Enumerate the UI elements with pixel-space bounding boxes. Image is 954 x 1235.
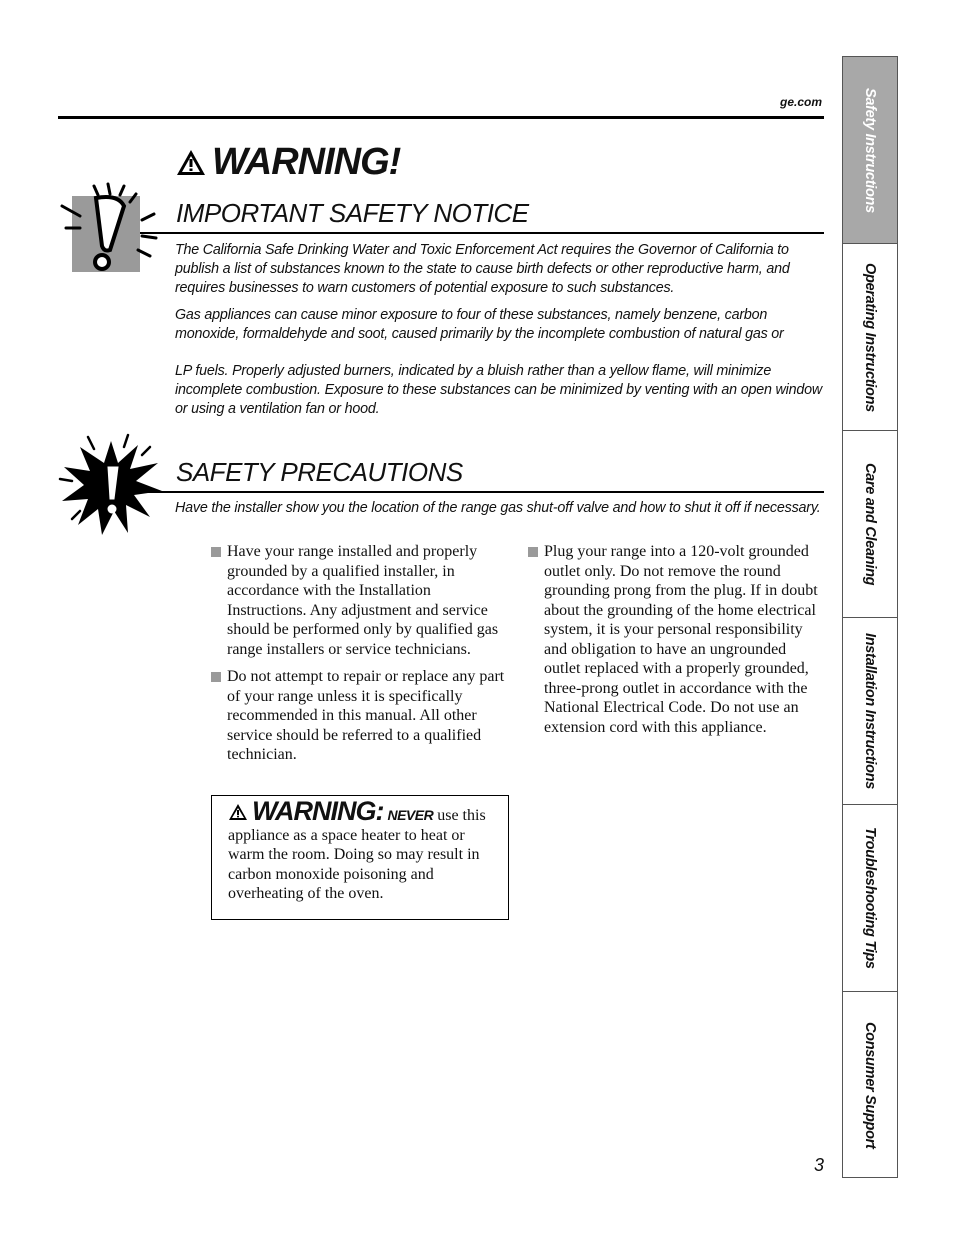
tab-safety-instructions[interactable] (843, 57, 897, 244)
bullet-text: Do not attempt to repair or replace any part of your range unless it is specifically recommended in this manual. All other service should be referred to a qualified technician. (227, 668, 505, 763)
precautions-intro: Have the installer show you the location of the range gas shut-off valve and how to shut it off if necessary. (175, 500, 821, 516)
left-column (211, 542, 511, 773)
notice-heading: IMPORTANT SAFETY NOTICE (176, 198, 529, 228)
tab-label: Safety Instructions (862, 87, 878, 213)
bullet-square-icon (211, 547, 221, 557)
notice-rule (140, 232, 824, 234)
tab-label: Operating Instructions (862, 262, 878, 412)
tab-label: Installation Instructions (862, 632, 878, 790)
list-item (528, 542, 824, 737)
exclamation-burst-icon (58, 433, 164, 539)
tab-installation-instructions[interactable] (843, 618, 897, 805)
bullet-text: Have your range installed and properly grounded by a qualified installer, in accordance with the Installation Instructions. Any adjustment and service should be performed only by qualified gas range installers or service technicians. (227, 543, 499, 658)
bullet-square-icon (528, 547, 538, 557)
exclamation-burst-icon (58, 180, 158, 280)
warning-box (211, 795, 509, 920)
right-column (528, 542, 824, 745)
warning-triangle-icon (228, 803, 248, 821)
warning-title-text: WARNING! (212, 141, 401, 183)
tab-label: Care and Cleaning (862, 462, 878, 586)
page-number: 3 (813, 1155, 824, 1175)
tab-care-and-cleaning[interactable] (843, 431, 897, 618)
notice-paragraph-3: LP fuels. Properly adjusted burners, indicated by a bluish rather than a yellow flame, will minimize incomplete combustion. Exposure to these substances can be minimized by venting with an open window or using a ventilation fan or hood. (175, 363, 822, 417)
warning-box-never: NEVER (387, 807, 434, 823)
bullet-text: Plug your range into a 120-volt grounded outlet only. Do not remove the round grounding prong from the plug. If in doubt about the grounding of the home electrical system, it is your personal responsibility and obligation to have an ungrounded outlet replaced with a properly grounded, three-prong outlet in accordance with the National Electrical Code. Do not use an extension cord with this appliance. (544, 543, 818, 736)
warning-box-label: WARNING: (252, 796, 384, 826)
side-tabs (842, 56, 898, 1178)
tab-consumer-support[interactable] (843, 992, 897, 1179)
list-item (211, 542, 511, 659)
top-rule (58, 116, 824, 119)
site-url: ge.com (779, 95, 822, 109)
precautions-rule (140, 491, 824, 493)
tab-label: Consumer Support (862, 1022, 878, 1149)
bullet-square-icon (211, 672, 221, 682)
warning-box-text: use this appliance as a space heater to heat or warm the room. Doing so may result in carbon monoxide poisoning and overheating of the oven. (228, 807, 486, 902)
warning-triangle-icon (176, 149, 206, 176)
tab-label: Troubleshooting Tips (862, 827, 878, 969)
list-item (211, 667, 511, 765)
notice-paragraph-2: Gas appliances can cause minor exposure to four of these substances, namely benzene, carbon monoxide, formaldehyde and soot, caused primarily by the incomplete combustion of natural gas or (175, 307, 784, 342)
precautions-heading: SAFETY PRECAUTIONS (176, 457, 463, 487)
tab-operating-instructions[interactable] (843, 244, 897, 431)
warning-title (176, 141, 400, 184)
notice-paragraph-1: The California Safe Drinking Water and Toxic Enforcement Act requires the Governor of California to publish a list of substances known to the state to cause birth defects or other reproductive harm, and requires businesses to warn customers of potential exposure to such substances. (175, 242, 790, 296)
tab-troubleshooting-tips[interactable] (843, 805, 897, 992)
